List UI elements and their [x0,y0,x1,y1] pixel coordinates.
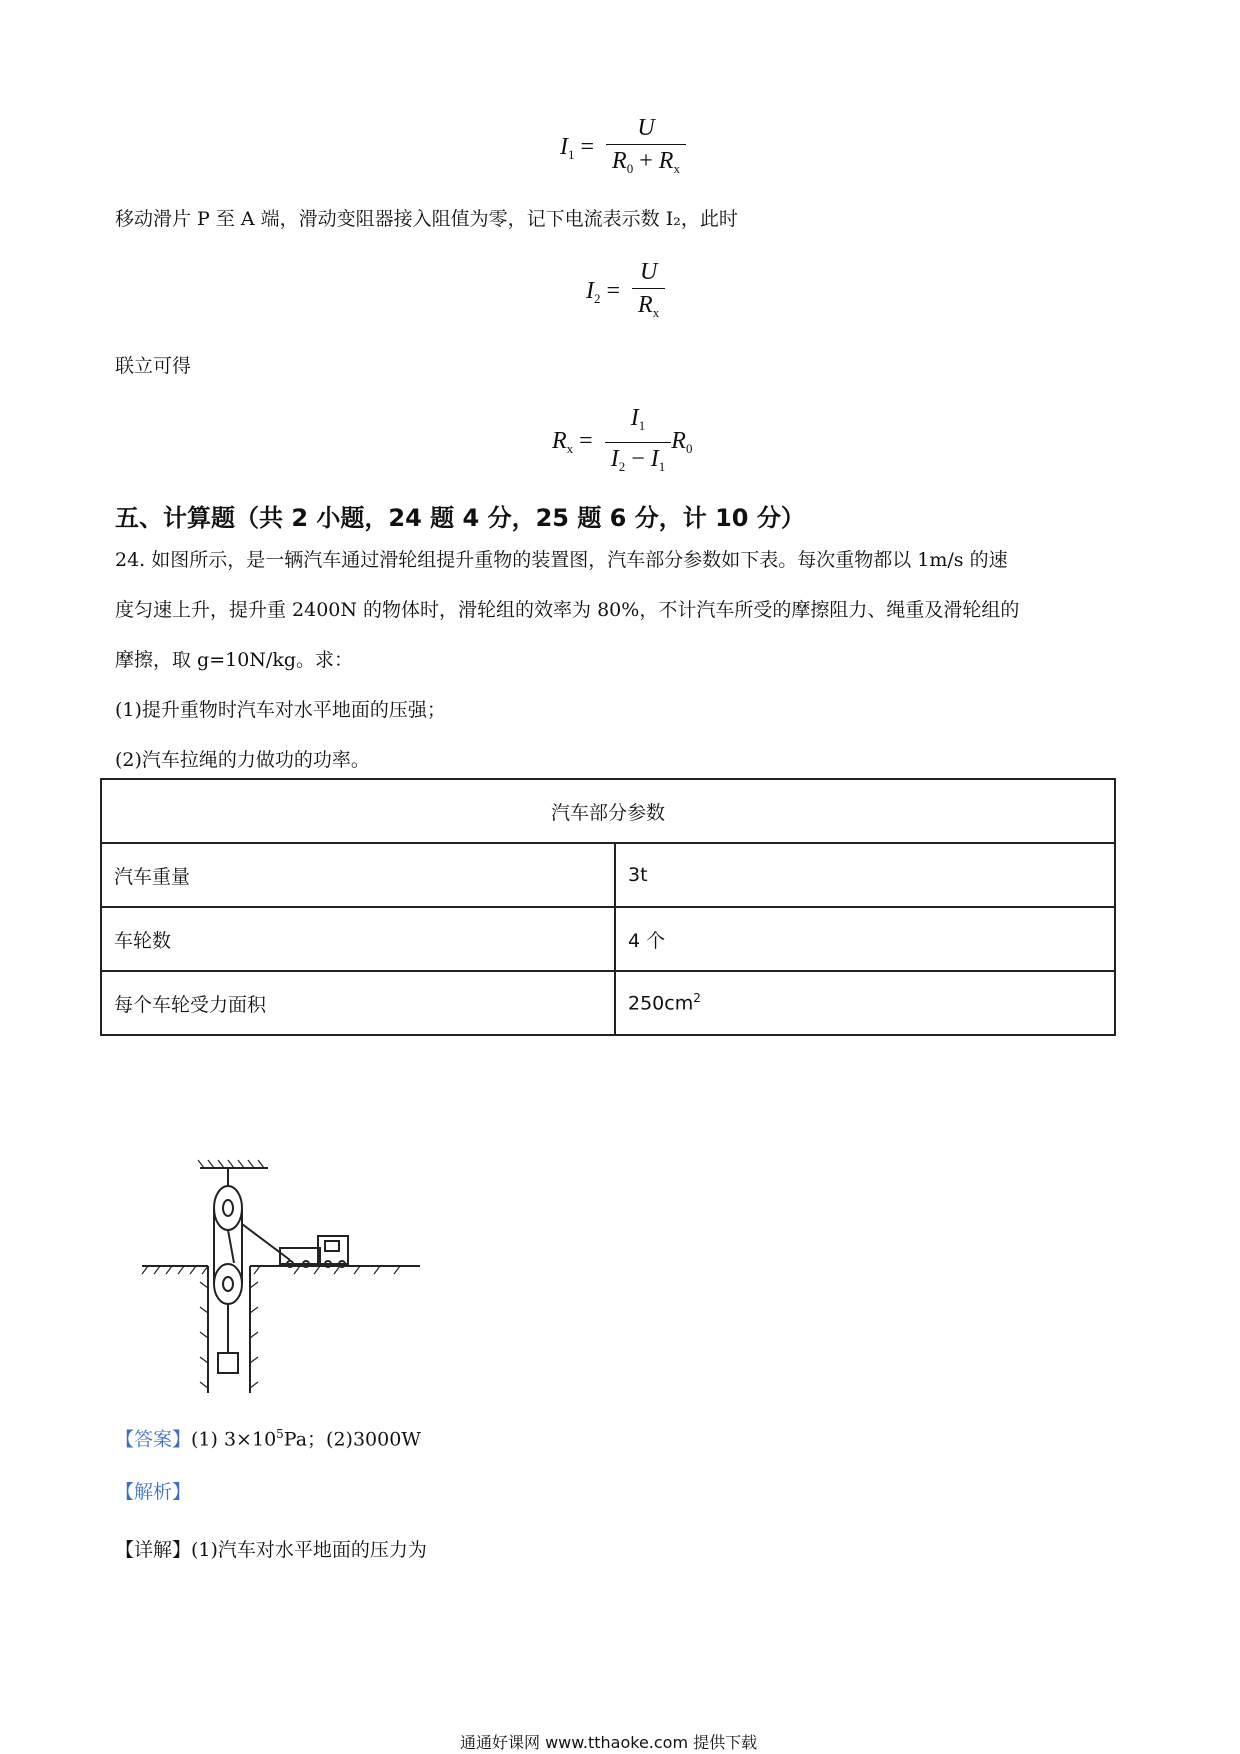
detail-line [115,1536,427,1564]
table-header-row [101,779,1115,843]
formula-2: $I_2$ = $\frac{U}{R_x}$ [586,256,665,329]
table-header: 汽车部分参数 [101,779,1115,843]
question-24-line-2: 度匀速上升，提升重 2400N 的物体时，滑轮组的效率为 80%，不计汽车所受的摩擦阻力、绳重及滑轮组的 [115,599,1020,621]
table-cell-value: 4 个 [615,907,1115,971]
table-cell-value: 3t [615,843,1115,907]
parameters-table [100,778,1116,1036]
table-row [101,907,1115,971]
formula-1: $I_1$ = $\frac{U}{R_0 + R_x}$ [560,112,686,185]
answer-tag: 【答案】 [115,1428,192,1451]
question-24-sub-2: (2)汽车拉绳的力做功的功率。 [115,749,370,771]
table-cell-label: 每个车轮受力面积 [101,971,615,1035]
paragraph-slider: 移动滑片 P 至 A 端，滑动变阻器接入阻值为零，记下电流表示数 I₂，此时 [115,208,738,230]
detail-tag: 【详解】 [115,1539,192,1561]
pulley-system-figure [130,1148,430,1398]
footer-text: 通通好课网 www.tthaoke.com 提供下载 [460,1733,758,1752]
paragraph-combine: 联立可得 [115,355,192,377]
table-cell-label: 车轮数 [101,907,615,971]
table-cell-value: $250cm^2$ [615,971,1115,1035]
question-24-sub-1: (1)提升重物时汽车对水平地面的压强； [115,699,446,721]
table-cell-label: 汽车重量 [101,843,615,907]
answer-line: 【答案】(1) $3\times 10^5Pa$；(2)3000W [115,1427,421,1451]
analysis-tag: 【解析】 [115,1481,192,1503]
formula-3: $R_x$ = $\frac{I_1}{I_2 - I_1}$ $R_0$ [552,402,692,483]
section-title: 五、计算题（共 2 小题，24 题 4 分，25 题 6 分，计 10 分） [115,504,805,532]
detail-text: (1)汽车对水平地面的压力为 [191,1539,427,1561]
table-row [101,971,1115,1035]
question-24-line-1: 24. 如图所示，是一辆汽车通过滑轮组提升重物的装置图，汽车部分参数如下表。每次重物都以 1m/s 的速 [115,549,1008,571]
question-24-line-3: 摩擦，取 g=10N/kg。求： [115,649,354,671]
table-row [101,843,1115,907]
